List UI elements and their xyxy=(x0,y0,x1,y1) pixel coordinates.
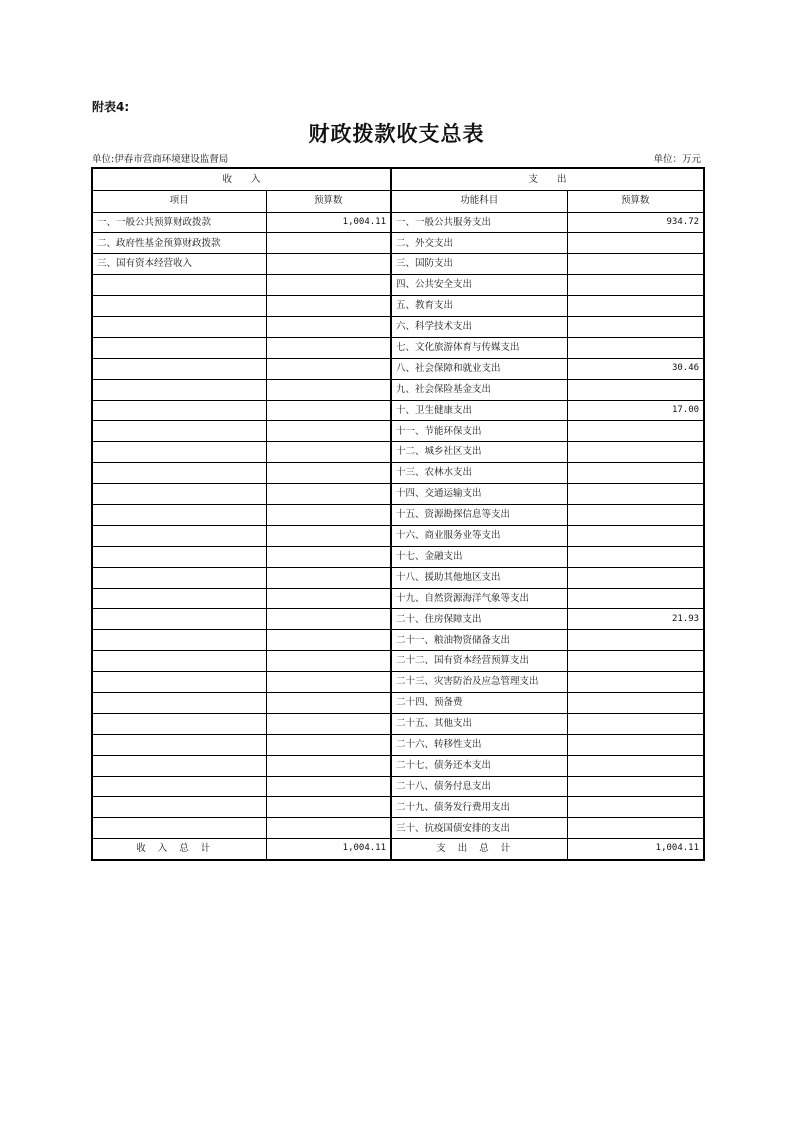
expense-item-cell: 二十、住房保障支出 xyxy=(391,609,567,630)
table-row xyxy=(92,254,704,275)
expense-value-cell xyxy=(567,421,704,442)
income-item-cell xyxy=(92,442,266,463)
expense-item-cell: 十四、交通运输支出 xyxy=(391,484,567,505)
expense-item-cell: 三十、抗疫国债安排的支出 xyxy=(391,818,567,839)
income-value-cell xyxy=(266,588,391,609)
table-row xyxy=(92,316,704,337)
table-row xyxy=(92,567,704,588)
table-row xyxy=(92,609,704,630)
expense-value-cell xyxy=(567,797,704,818)
income-total-label: 收入总计 xyxy=(92,839,266,860)
income-value-cell xyxy=(266,692,391,713)
income-value-cell xyxy=(266,275,391,296)
expense-value-cell xyxy=(567,233,704,254)
income-item-cell xyxy=(92,776,266,797)
expense-value-cell xyxy=(567,275,704,296)
expense-item-cell: 十三、农林水支出 xyxy=(391,463,567,484)
income-item-cell xyxy=(92,484,266,505)
budget-table xyxy=(91,167,705,861)
table-row xyxy=(92,630,704,651)
table-row xyxy=(92,734,704,755)
expense-value-cell xyxy=(567,254,704,275)
table-row xyxy=(92,504,704,525)
table-row xyxy=(92,588,704,609)
income-item-cell xyxy=(92,421,266,442)
table-row xyxy=(92,212,704,233)
expense-value-cell: 21.93 xyxy=(567,609,704,630)
income-value-cell xyxy=(266,609,391,630)
expense-value-cell xyxy=(567,442,704,463)
expense-value-cell xyxy=(567,525,704,546)
income-total-value: 1,004.11 xyxy=(266,839,391,860)
expense-value-cell xyxy=(567,316,704,337)
expense-value-cell xyxy=(567,546,704,567)
table-row xyxy=(92,776,704,797)
income-section-header: 收 入 xyxy=(92,168,391,190)
income-item-cell: 三、国有资本经营收入 xyxy=(92,254,266,275)
expense-total-label: 支出总计 xyxy=(391,839,567,860)
income-value-cell xyxy=(266,797,391,818)
income-value-cell xyxy=(266,316,391,337)
table-row xyxy=(92,233,704,254)
income-value-cell xyxy=(266,713,391,734)
table-row xyxy=(92,818,704,839)
income-item-cell: 一、一般公共预算财政拨款 xyxy=(92,212,266,233)
expense-item-cell: 二十四、预备费 xyxy=(391,692,567,713)
table-row xyxy=(92,358,704,379)
expense-item-cell: 二、外交支出 xyxy=(391,233,567,254)
income-value-cell xyxy=(266,337,391,358)
table-row xyxy=(92,421,704,442)
table-row xyxy=(92,463,704,484)
income-item-cell xyxy=(92,651,266,672)
expense-value-cell xyxy=(567,651,704,672)
expense-item-cell: 二十一、粮油物资储备支出 xyxy=(391,630,567,651)
table-row xyxy=(92,275,704,296)
table-row xyxy=(92,379,704,400)
expense-item-cell: 十六、商业服务业等支出 xyxy=(391,525,567,546)
expense-value-cell: 934.72 xyxy=(567,212,704,233)
income-value-cell xyxy=(266,672,391,693)
expense-item-cell: 六、科学技术支出 xyxy=(391,316,567,337)
section-header-row xyxy=(92,168,704,190)
expense-item-cell: 二十六、转移性支出 xyxy=(391,734,567,755)
expense-item-cell: 一、一般公共服务支出 xyxy=(391,212,567,233)
expense-value-cell xyxy=(567,692,704,713)
income-value-cell xyxy=(266,525,391,546)
expense-value-cell xyxy=(567,337,704,358)
income-value-cell xyxy=(266,379,391,400)
income-value-cell xyxy=(266,442,391,463)
income-item-cell xyxy=(92,379,266,400)
expense-value-cell xyxy=(567,484,704,505)
income-item-cell xyxy=(92,692,266,713)
table-row xyxy=(92,672,704,693)
expense-item-cell: 十二、城乡社区支出 xyxy=(391,442,567,463)
income-value-cell xyxy=(266,546,391,567)
income-value-cell xyxy=(266,651,391,672)
income-value-cell xyxy=(266,504,391,525)
table-row xyxy=(92,296,704,317)
expense-value-cell xyxy=(567,567,704,588)
income-item-cell xyxy=(92,567,266,588)
expense-item-cell: 二十二、国有资本经营预算支出 xyxy=(391,651,567,672)
expense-value-cell xyxy=(567,672,704,693)
expense-value-cell xyxy=(567,379,704,400)
income-item-cell xyxy=(92,275,266,296)
expense-item-cell: 十九、自然资源海洋气象等支出 xyxy=(391,588,567,609)
income-item-cell xyxy=(92,713,266,734)
expense-total-value: 1,004.11 xyxy=(567,839,704,860)
income-item-cell xyxy=(92,400,266,421)
income-value-cell xyxy=(266,755,391,776)
expense-item-cell: 五、教育支出 xyxy=(391,296,567,317)
income-item-cell xyxy=(92,797,266,818)
unit-organization: 单位:伊春市营商环境建设监督局 xyxy=(92,154,229,165)
table-row xyxy=(92,400,704,421)
table-row xyxy=(92,692,704,713)
income-item-cell xyxy=(92,734,266,755)
expense-item-cell: 二十九、债务发行费用支出 xyxy=(391,797,567,818)
table-row xyxy=(92,797,704,818)
unit-currency: 单位：万元 xyxy=(653,154,701,165)
income-value-cell xyxy=(266,630,391,651)
income-item-cell xyxy=(92,463,266,484)
expense-budget-header: 预算数 xyxy=(567,190,704,212)
income-value-cell xyxy=(266,776,391,797)
income-item-cell xyxy=(92,316,266,337)
expense-item-cell: 二十五、其他支出 xyxy=(391,713,567,734)
expense-item-cell: 十一、节能环保支出 xyxy=(391,421,567,442)
expense-item-cell: 二十七、债务还本支出 xyxy=(391,755,567,776)
table-row xyxy=(92,442,704,463)
income-value-cell xyxy=(266,567,391,588)
income-item-cell xyxy=(92,525,266,546)
table-row xyxy=(92,755,704,776)
income-value-cell xyxy=(266,233,391,254)
table-row xyxy=(92,484,704,505)
attachment-label: 附表4: xyxy=(92,100,130,114)
income-item-cell xyxy=(92,818,266,839)
income-value-cell xyxy=(266,358,391,379)
income-item-cell: 二、政府性基金预算财政拨款 xyxy=(92,233,266,254)
expense-section-header: 支 出 xyxy=(391,168,704,190)
income-item-header: 项目 xyxy=(92,190,266,212)
expense-value-cell xyxy=(567,713,704,734)
expense-item-cell: 十五、资源勘探信息等支出 xyxy=(391,504,567,525)
income-value-cell xyxy=(266,254,391,275)
expense-value-cell xyxy=(567,734,704,755)
income-item-cell xyxy=(92,296,266,317)
table-row xyxy=(92,713,704,734)
income-item-cell xyxy=(92,337,266,358)
income-value-cell: 1,004.11 xyxy=(266,212,391,233)
expense-value-cell xyxy=(567,463,704,484)
expense-function-header: 功能科目 xyxy=(391,190,567,212)
income-value-cell xyxy=(266,818,391,839)
expense-value-cell xyxy=(567,504,704,525)
expense-item-cell: 十八、援助其他地区支出 xyxy=(391,567,567,588)
income-item-cell xyxy=(92,546,266,567)
expense-value-cell xyxy=(567,296,704,317)
column-header-row xyxy=(92,190,704,212)
expense-item-cell: 二十八、债务付息支出 xyxy=(391,776,567,797)
income-item-cell xyxy=(92,630,266,651)
expense-item-cell: 七、文化旅游体育与传媒支出 xyxy=(391,337,567,358)
expense-item-cell: 二十三、灾害防治及应急管理支出 xyxy=(391,672,567,693)
income-value-cell xyxy=(266,421,391,442)
income-value-cell xyxy=(266,734,391,755)
income-value-cell xyxy=(266,400,391,421)
table-row xyxy=(92,651,704,672)
expense-item-cell: 十、卫生健康支出 xyxy=(391,400,567,421)
income-budget-header: 预算数 xyxy=(266,190,391,212)
income-item-cell xyxy=(92,672,266,693)
expense-value-cell: 30.46 xyxy=(567,358,704,379)
income-item-cell xyxy=(92,358,266,379)
expense-value-cell xyxy=(567,776,704,797)
expense-item-cell: 九、社会保险基金支出 xyxy=(391,379,567,400)
expense-item-cell: 四、公共安全支出 xyxy=(391,275,567,296)
income-value-cell xyxy=(266,296,391,317)
totals-row xyxy=(92,839,704,860)
expense-item-cell: 八、社会保障和就业支出 xyxy=(391,358,567,379)
expense-value-cell xyxy=(567,818,704,839)
income-item-cell xyxy=(92,504,266,525)
income-item-cell xyxy=(92,588,266,609)
expense-item-cell: 十七、金融支出 xyxy=(391,546,567,567)
income-item-cell xyxy=(92,755,266,776)
income-value-cell xyxy=(266,463,391,484)
table-row xyxy=(92,546,704,567)
table-row xyxy=(92,337,704,358)
page-title: 财政拨款收支总表 xyxy=(308,121,485,146)
table-row xyxy=(92,525,704,546)
expense-value-cell xyxy=(567,588,704,609)
income-value-cell xyxy=(266,484,391,505)
expense-value-cell: 17.00 xyxy=(567,400,704,421)
income-item-cell xyxy=(92,609,266,630)
expense-value-cell xyxy=(567,630,704,651)
expense-item-cell: 三、国防支出 xyxy=(391,254,567,275)
expense-value-cell xyxy=(567,755,704,776)
